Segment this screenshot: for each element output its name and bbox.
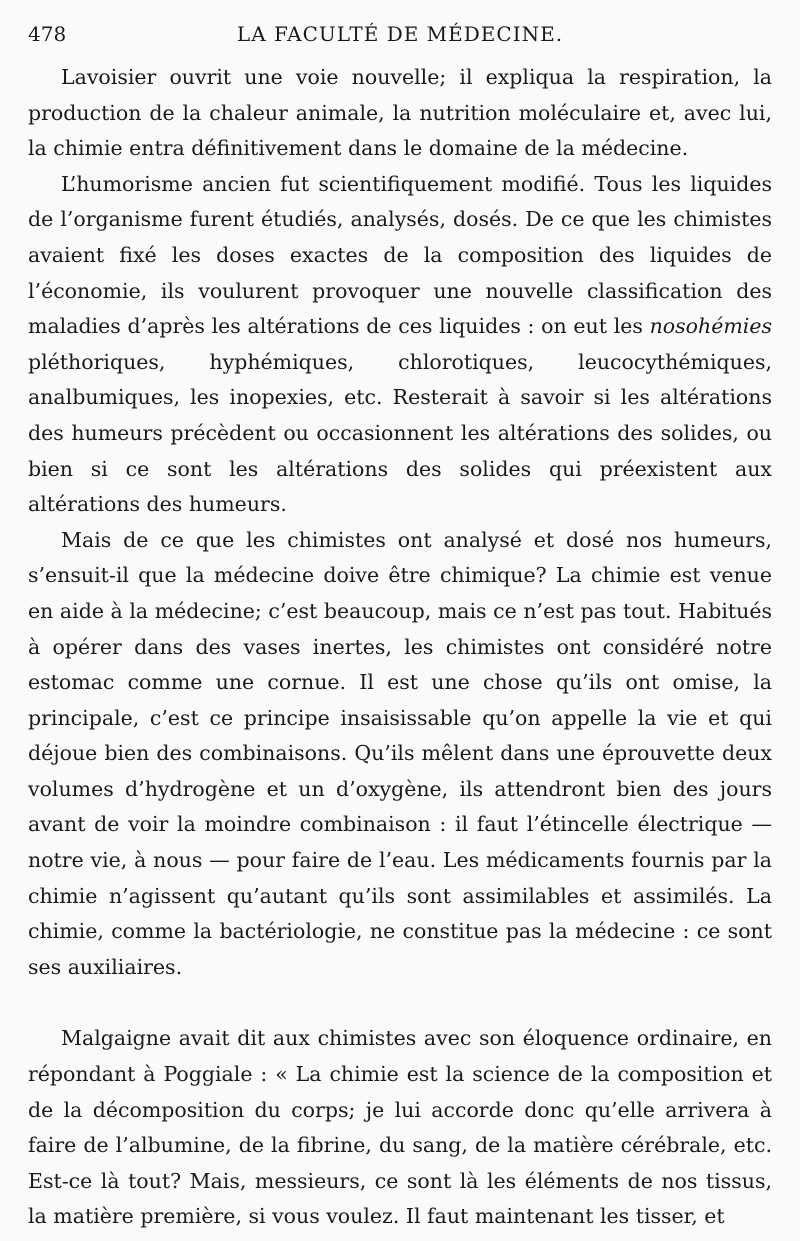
running-head (28, 22, 772, 52)
running-title: LA FACULTÉ DE MÉDECINE. (236, 22, 564, 46)
paragraph-2-text-b: pléthoriques, hyphémiques, chlorotiques, leucocythémiques, analbumiques, les inopexies, etc. Resterait à savoir si les altérations des humeurs précèdent ou occasionnent les altérations des solides, ou bien si ce sont les altérations des solides qui préexistent aux altérations des humeurs. (28, 349, 772, 517)
body-text (28, 60, 772, 1235)
paragraph-1: Lavoisier ouvrit une voie nouvelle; il expliqua la respiration, la production de la chaleur animale, la nutrition moléculaire et, avec lui, la chimie entra définitivement dans le domaine de la médecine. (28, 65, 772, 161)
page-number: 478 (28, 22, 67, 46)
italic-term: nosohémies (649, 314, 772, 339)
paragraph-2 (28, 167, 772, 523)
paragraph-2-text-a: L’humorisme ancien fut scientifiquement modifié. Tous les liquides de l’organisme furent étudiés, analysés, dosés. De ce que les chimistes avaient fixé les doses exactes de la composition des liquides de l’économie, ils voulurent provoquer une nouvelle classification des maladies d’après les altérations de ces liquides : on eut les (28, 171, 772, 339)
paragraph-4: Malgaigne avait dit aux chimistes avec son éloquence ordinaire, en répondant à Poggiale : « La chimie est la science de la composition et de la décomposition du corps; je lui accorde donc qu’elle arrivera à faire de l’albumine, de la fibrine, du sang, de la matière cérébrale, etc. Est-ce là tout? Mais, messieurs, ce sont là les éléments de nos tissus, la matière première, si vous voulez. Il faut maintenant les tisser, et (28, 1026, 772, 1229)
paragraph-3: Mais de ce que les chimistes ont analysé et dosé nos humeurs, s’ensuit-il que la médecine doive être chimique? La chimie est venue en aide à la médecine; c’est beaucoup, mais ce n’est pas tout. Habitués à opérer dans des vases inertes, les chimistes ont considéré notre estomac comme une cornue. Il est une chose qu’ils ont omise, la principale, c’est ce principe insaisissable qu’on appelle la vie et qui déjoue bien des combinaisons. Qu’ils mêlent dans une éprouvette deux volumes d’hydrogène et un d’oxygène, ils attendront bien des jours avant de voir la moindre combinaison : il faut l’étincelle électrique — notre vie, à nous — pour faire de l’eau. Les médicaments fournis par la chimie n’agissent qu’autant qu’ils sont assimilables et assimilés. La chimie, comme la bactériologie, ne constitue pas la médecine : ce sont ses auxiliaires. (28, 527, 772, 979)
